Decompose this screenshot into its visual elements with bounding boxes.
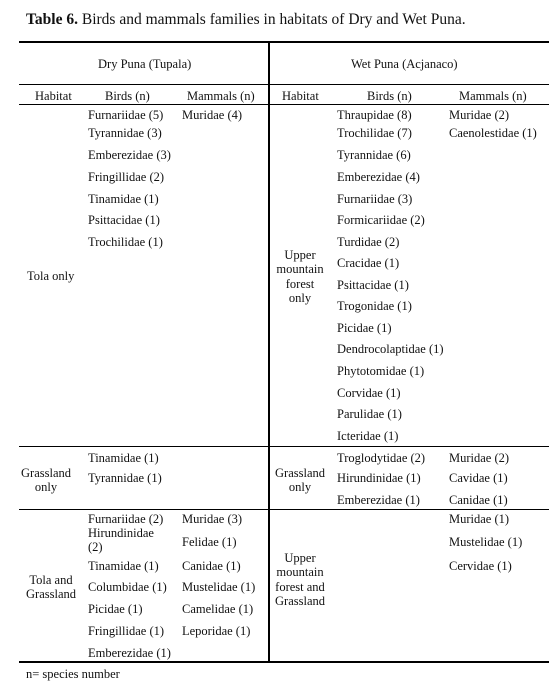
list-item: Mustelidae (1) [449, 535, 523, 549]
col-header-habitat-wet: Habitat [282, 89, 319, 103]
list-item: Picidae (1) [337, 321, 392, 335]
list-item: Muridae (3) [182, 512, 243, 526]
list-item: Phytotomidae (1) [337, 364, 425, 378]
list-item: Icteridae (1) [337, 429, 399, 443]
col-header-mammals-dry: Mammals (n) [187, 89, 255, 103]
list-item: Caenolestidae (1) [449, 126, 537, 140]
list-item: Fringillidae (2) [88, 170, 165, 184]
col-header-birds-wet: Birds (n) [367, 89, 412, 103]
list-item: Picidae (1) [88, 602, 143, 616]
list-item: Furnariidae (5) [88, 108, 164, 122]
list-item: Tyrannidae (1) [88, 471, 162, 485]
group-header-wet: Wet Puna (Acjanaco) [351, 57, 458, 71]
habitat-cell: Grassland only [21, 466, 71, 495]
list-item: Turdidae (2) [337, 235, 400, 249]
list-item: Dendrocolaptidae (1) [337, 342, 444, 356]
list-item: Psittacidae (1) [337, 278, 409, 292]
center-divider [268, 41, 270, 663]
list-item: Formicariidae (2) [337, 213, 425, 227]
group-header-dry: Dry Puna (Tupala) [98, 57, 192, 71]
list-item: Camelidae (1) [182, 602, 254, 616]
list-item: Psittacidae (1) [88, 213, 160, 227]
list-item: Emberezidae (1) [88, 646, 171, 660]
list-item: Hirundinidae (2) [88, 526, 154, 555]
list-item: Thraupidae (8) [337, 108, 412, 122]
list-item: Mustelidae (1) [182, 580, 256, 594]
list-item: Parulidae (1) [337, 407, 402, 421]
col-header-mammals-wet: Mammals (n) [459, 89, 527, 103]
table-title: Birds and mammals families in habitats of Dry and Wet Puna. [81, 11, 466, 28]
col-header-birds-dry: Birds (n) [105, 89, 150, 103]
list-item: Trochilidae (7) [337, 126, 412, 140]
list-item: Tinamidae (1) [88, 192, 159, 206]
list-item: Furnariidae (2) [88, 512, 164, 526]
bottom-rule [19, 661, 549, 663]
list-item: Hirundinidae (1) [337, 471, 421, 485]
habitat-cell: Tola only [27, 269, 75, 283]
section-rule-2 [19, 509, 549, 510]
list-item: Trochilidae (1) [88, 235, 163, 249]
list-item: Corvidae (1) [337, 386, 401, 400]
list-item: Emberezidae (3) [88, 148, 171, 162]
list-item: Fringillidae (1) [88, 624, 165, 638]
list-item: Muridae (2) [449, 451, 510, 465]
list-item: Muridae (4) [182, 108, 243, 122]
list-item: Furnariidae (3) [337, 192, 413, 206]
list-item: Cervidae (1) [449, 559, 512, 573]
list-item: Tinamidae (1) [88, 559, 159, 573]
list-item: Tyrannidae (6) [337, 148, 411, 162]
list-item: Canidae (1) [182, 559, 241, 573]
list-item: Felidae (1) [182, 535, 237, 549]
list-item: Canidae (1) [449, 493, 508, 507]
list-item: Muridae (2) [449, 108, 510, 122]
list-item: Tyrannidae (3) [88, 126, 162, 140]
list-item: Trogonidae (1) [337, 299, 412, 313]
habitat-cell: Grassland only [275, 466, 325, 495]
table-number: Table 6. [26, 11, 78, 28]
habitat-cell: Upper mountain forest only [276, 248, 324, 306]
habitat-cell: Tola and Grassland [26, 573, 76, 602]
list-item: Emberezidae (1) [337, 493, 420, 507]
list-item: Columbidae (1) [88, 580, 167, 594]
section-rule-1 [19, 446, 549, 447]
footnote: n= species number [26, 667, 120, 681]
top-rule [19, 41, 549, 43]
col-header-habitat-dry: Habitat [35, 89, 72, 103]
list-item: Troglodytidae (2) [337, 451, 426, 465]
list-item: Cracidae (1) [337, 256, 400, 270]
habitat-cell: Upper mountain forest and Grassland [275, 551, 325, 609]
list-item: Leporidae (1) [182, 624, 251, 638]
list-item: Tinamidae (1) [88, 451, 159, 465]
column-header-rule [19, 104, 549, 105]
list-item: Muridae (1) [449, 512, 510, 526]
list-item: Emberezidae (4) [337, 170, 420, 184]
list-item: Cavidae (1) [449, 471, 508, 485]
table-caption [26, 11, 466, 29]
group-header-rule [19, 84, 549, 85]
